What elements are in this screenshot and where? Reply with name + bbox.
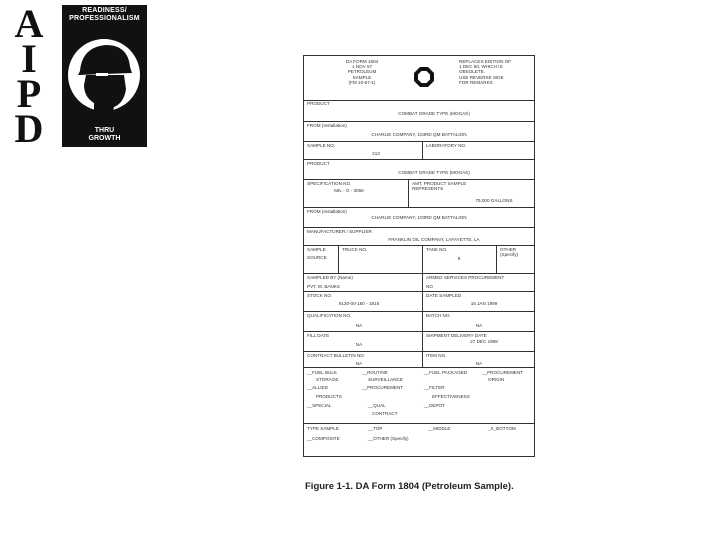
form-id-line: SAMPLE (352, 74, 372, 80)
check-fuel-packaged: __FUEL PACKAGED (424, 370, 468, 375)
contract-bulletin-label: CONTRACT BULLETIN NO. (307, 353, 366, 358)
replaces-line: 1 DEC 50, WHICH IS (459, 64, 503, 70)
qualification-value: NA (355, 323, 363, 328)
divider (422, 332, 423, 351)
form-id-line: (FM 10-67-1) (348, 79, 376, 85)
check-bottom: _X_BOTTOM (488, 426, 516, 431)
check-procurement: __PROCUREMENT (482, 370, 524, 375)
product-value: COMBAT GRADE TYPE (MOGAS) (398, 111, 470, 116)
sampled-by-label: SAMPLED BY (Name) (307, 275, 353, 280)
form-id-line: 1 NOV 57 (351, 64, 373, 70)
divider (338, 246, 339, 273)
truck-no-label: TRUCK NO. (342, 247, 368, 252)
replaces-line: FOR REMARKS (459, 79, 493, 85)
shipment-date-label: SHIPMENT DELIVERY DATE (426, 333, 487, 338)
check-routine: __ROUTINE (362, 370, 388, 375)
form-id-line: PETROLEUM (347, 69, 377, 75)
armed-services-value: NO (426, 284, 433, 289)
emblem-top-text (62, 7, 147, 23)
other-label (500, 247, 518, 257)
sample-category-checks (304, 368, 534, 424)
sample-source-label: SAMPLE (307, 247, 326, 252)
divider (496, 246, 497, 273)
check-label-contract: CONTRACT (372, 411, 398, 416)
check-special: __SPECIAL (307, 403, 332, 408)
logo-letters (5, 1, 55, 151)
specification-row (304, 180, 534, 208)
sample-source-row (304, 246, 534, 274)
check-middle: __MIDDLE (428, 426, 451, 431)
lab-no-label: LABORATORY NO. (426, 143, 467, 148)
from2-label: FROM (Installation) (307, 209, 347, 214)
octagon-seal-icon (413, 66, 435, 88)
check-label-products: PRODUCTS (316, 394, 342, 399)
from2-row (304, 208, 534, 228)
other-label-line: OTHER (500, 247, 517, 252)
logo-letter-i: I (21, 36, 37, 81)
divider (422, 292, 423, 311)
amt-label-line: REPRESENTS (412, 186, 444, 192)
check-filter: __FILTER (424, 385, 445, 390)
batch-no-label: BATCH NO. (426, 313, 451, 318)
sample-no-row (304, 142, 534, 160)
check-allied: __ALLIED (307, 385, 328, 390)
logo-letter-a: A (14, 1, 44, 46)
replaces-line: REPLACES EDITION OF (459, 59, 512, 64)
divider (422, 274, 423, 291)
check-label-surveillance: SURVEILLANCE (368, 377, 403, 382)
contract-bulletin-row (304, 352, 534, 368)
divider (422, 352, 423, 367)
type-sample-label: TYPE SAMPLE (307, 426, 339, 431)
product2-row (304, 160, 534, 180)
check-qual: __QUAL (368, 403, 386, 408)
form-header (304, 56, 534, 101)
qualification-label: QUALIFICATION NO. (307, 313, 352, 318)
date-sampled-label: DATE SAMPLED (426, 293, 462, 298)
shipment-date-value: 27 DEC 1998 (470, 339, 498, 344)
product2-value: COMBAT GRADE TYPE (MOGAS) (398, 170, 470, 175)
logo-letter-d: D (14, 106, 44, 151)
emblem-top-line-2: PROFESSIONALISM (69, 15, 140, 22)
type-sample-row (304, 424, 534, 457)
from-row (304, 122, 534, 142)
amt-label-line: AMT. PRODUCT SAMPLE (412, 181, 467, 186)
mfr-value: FRANKLIN OIL COMPANY, LAFAYETTE, LA (388, 237, 480, 242)
amt-value: 75,000 GALLONS (475, 198, 513, 203)
check-label-storage: STORAGE (316, 377, 339, 382)
from-label: FROM (Installation) (307, 123, 347, 128)
sampled-by-value: PVT. M. BANKS (307, 284, 340, 289)
replaces-line: OBSOLETE. (459, 69, 486, 75)
amt-label (412, 181, 466, 191)
check-label-effectiveness: EFFECTIVENESS (432, 394, 470, 399)
replaces-edition-block (459, 59, 531, 85)
stock-no-label: STOCK NO. (307, 293, 333, 298)
product-row (304, 100, 534, 122)
product2-label: PRODUCT (307, 161, 330, 166)
armed-services-label: ARMED SERVICES PROCUREMENT (426, 275, 505, 280)
soldier-head-icon (66, 33, 143, 123)
divider (422, 246, 423, 273)
emblem-bottom-text (62, 127, 147, 143)
spec-label: SPECIFICATION NO. (307, 181, 352, 186)
divider (408, 180, 409, 207)
batch-no-value: NA (475, 323, 483, 328)
da-form-1804 (303, 55, 535, 457)
qualification-row (304, 312, 534, 332)
item-no-label: ITEM NO. (426, 353, 447, 358)
tank-no-value: 8 (457, 256, 461, 261)
manufacturer-row (304, 228, 534, 246)
check-fuel-bulk: __FUEL BULK (307, 370, 337, 375)
aipd-logo (5, 1, 147, 151)
check-depot: __DEPOT (424, 403, 445, 408)
fill-date-value: NA (355, 342, 363, 347)
form-id-block (332, 59, 392, 85)
check-composite: __COMPOSITE (307, 436, 340, 441)
check-label-origin: ORIGIN (488, 377, 505, 382)
check-procurement-2: __PROCUREMENT (362, 385, 404, 390)
from2-value: CHARLIE COMPANY, 103RD QM BATTALION (371, 215, 467, 220)
item-no-value: NA (475, 361, 483, 366)
emblem-bottom-line-1: THRU (94, 127, 115, 134)
figure-caption: Figure 1-1. DA Form 1804 (Petroleum Sample). (305, 481, 514, 492)
divider (422, 142, 423, 159)
sample-no-label: SAMPLE NO. (307, 143, 336, 148)
contract-bulletin-value: NA (355, 361, 363, 366)
product-label: PRODUCT (307, 101, 330, 106)
fill-date-row (304, 332, 534, 352)
other-label-line: (Specify) (500, 252, 519, 258)
divider (422, 312, 423, 331)
tank-no-label: TANK NO. (426, 247, 448, 252)
emblem-bottom-line-2: GROWTH (88, 135, 121, 142)
sample-no-value: 213 (372, 151, 380, 156)
logo-letter-p: P (16, 71, 42, 116)
date-sampled-value: 15 JAN 1999 (470, 301, 498, 306)
form-id-line: DA FORM 1804 (345, 59, 379, 64)
from-value: CHARLIE COMPANY, 103RD QM BATTALION (371, 132, 467, 137)
stock-no-value: 9130-00-160 - 1818 (338, 301, 380, 306)
spec-value: MIL - G - 3056 (334, 188, 364, 193)
sample-source-value: SOURCE (307, 255, 327, 260)
replaces-line: USE REVERSE SIDE (459, 74, 504, 80)
soldier-emblem (62, 5, 147, 147)
emblem-top-line-1: READINESS/ (82, 7, 127, 14)
sampled-by-row (304, 274, 534, 292)
check-other: __OTHER (Specify) (368, 436, 409, 441)
mfr-label: MANUFACTURER / SUPPLIER (307, 229, 372, 234)
stock-row (304, 292, 534, 312)
check-top: __TOP (368, 426, 383, 431)
fill-date-label: FILL DATE (307, 333, 330, 338)
